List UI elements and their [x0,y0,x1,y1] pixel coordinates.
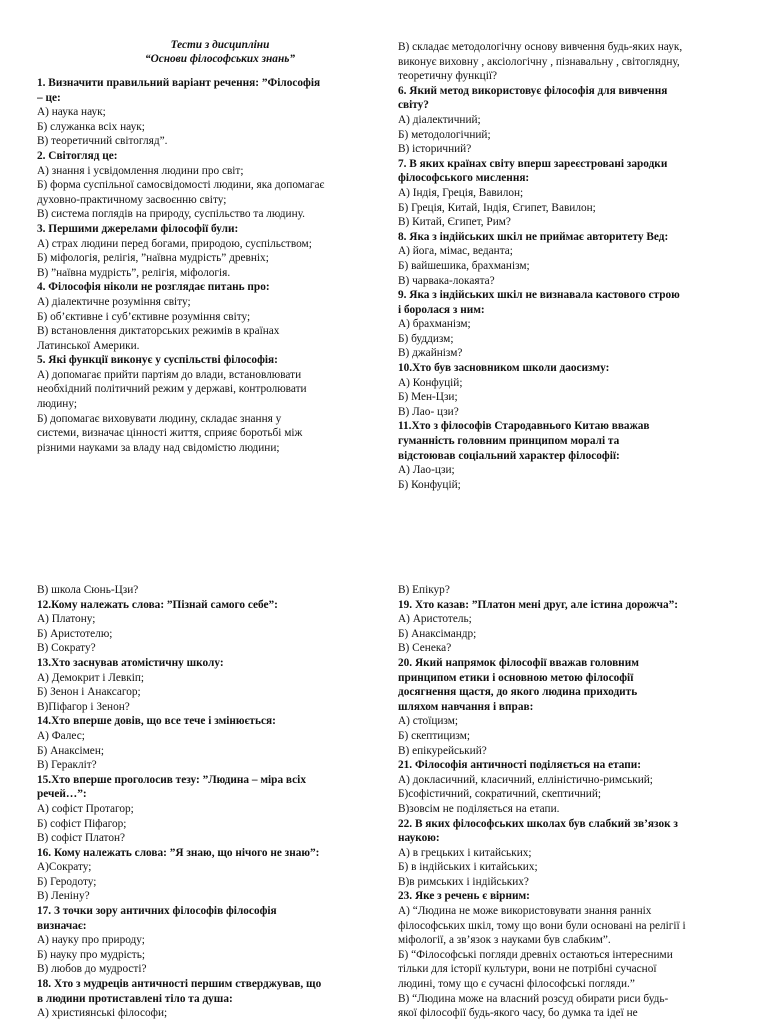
answer-option: А) Аристотель; [398,613,472,626]
answer-option: А) науку про природу; [37,934,145,947]
lines-bottom-right [398,583,741,1021]
question-text-line: речей…”: [37,788,87,801]
question-text-line: 8. Яка з індійських шкіл не приймає авторитету Вед: [398,230,669,243]
question-heading [398,419,741,463]
question-heading [37,280,375,295]
answer-option: В) Епікур? [398,584,450,596]
title-line-2: “Основи філософських знань” [144,53,296,65]
answer-option: Б) допомагає виховувати людину, складає знання у [37,412,282,425]
answer-option: В) теоретичний світогляд”. [37,135,168,148]
question-text-line: 20. Який напрямок філософії вважав головним [398,656,639,669]
answer-option: В) джайнізм? [398,347,463,360]
question-text-line: визначає: [37,919,87,932]
answer-option: А) софіст Протагор; [37,802,134,815]
answer-option: В) Китай, Єгипет, Рим? [398,216,511,229]
answer-option: людину; [37,398,77,411]
answer-option: В)Піфагор і Зенон? [37,700,130,713]
column-top-right [398,40,741,492]
answer-option: Б) об’єктивне і суб’єктивне розуміння світу; [37,310,251,323]
answer-option: Б) форма суспільної самосвідомості людини, яка допомагає [37,179,325,192]
answer-option: А) наука наук; [37,106,106,119]
question-text-line: в людини протиставлені тіло та душа: [37,992,233,1005]
question-text-line: досягнення щастя, до якого людина приходить [398,686,638,699]
answer-option: А) Платону; [37,613,96,626]
answer-option: А) Індія, Греція, Вавилон; [398,186,524,199]
question-heading [37,977,375,1006]
question-text-line: 14.Хто вперше довів, що все тече і змінюється: [37,715,276,728]
answer-option: В) “Людина може на власний розсуд обирати риси будь- [398,992,669,1005]
answer-option: Б)софістичний, сократичний, скептичний; [398,788,602,801]
question-heading [37,846,375,861]
answer-option: В) Сократу? [37,642,96,655]
question-heading [398,361,741,376]
question-text-line: відстоював соціальний характер філософії: [398,449,620,462]
question-heading [37,353,375,368]
question-text-line: 17. З точки зору античних філософів філософія [37,905,277,918]
question-heading [398,157,741,186]
question-text-line: 3. Першими джерелами філософії були: [37,222,239,235]
answer-option: Латинської Америки. [37,339,140,352]
question-heading [37,656,375,671]
answer-option: Б) науку про мудрість; [37,948,146,961]
answer-option: духовно-практичному засвоєнню світу; [37,193,227,206]
lines-top-right [398,40,741,492]
answer-option: В) Геракліт? [37,759,97,772]
answer-option: В) любов до мудрості? [37,963,147,976]
question-text-line: 13.Хто заснував атомістичну школу: [37,656,224,669]
answer-option: В) встановлення диктаторських режимів в країнах [37,325,280,338]
question-text-line: 11.Хто з філософів Стародавнього Китаю вважав [398,420,650,433]
title-line-1: Тести з дисципліни [170,39,270,51]
answer-option: В) історичний? [398,143,472,156]
answer-option: Б) Геродоту; [37,875,97,888]
question-heading [398,656,741,714]
answer-option: В)в римських і індійських? [398,875,529,888]
question-text-line: 21. Філософія античності поділяється на етапи: [398,759,642,772]
answer-option: Б) софіст Піфагор; [37,817,127,830]
question-heading [398,889,741,904]
question-text-line: 16. Кому належать слова: ”Я знаю, що нічого не знаю”: [37,846,320,859]
answer-option: Б) Греція, Китай, Індія, Єгипет, Вавилон; [398,201,596,214]
question-text-line: – це: [37,91,61,104]
answer-option: якої філософії будь-якого часу, бо думка та ідеї не [398,1007,638,1020]
answer-option: В) складає методологічну основу вивчення будь-яких наук, [398,41,683,53]
answer-option: А) допомагає прийти партіям до влади, встановлювати [37,368,302,381]
answer-option: необхідний політичний режим у державі, контролювати [37,383,307,396]
column-bottom-right [398,583,741,1021]
answer-option: А)Сократу; [37,861,92,874]
document-title [37,38,375,66]
question-text-line: гуманність головним принципом моралі та [398,435,620,448]
question-text-line: 10.Хто був засновником школи даосизму: [398,362,610,375]
answer-option: А) брахманізм; [398,318,471,331]
answer-option: В) система поглядів на природу, суспільство та людину. [37,208,305,221]
answer-option: людині, тому що є сучасні філософські погляди.” [398,978,635,991]
answer-option: А) “Людина не може використовувати знання ранніх [398,905,652,918]
question-heading [398,230,741,245]
question-text-line: філософського мислення: [398,172,530,185]
answer-option: Б) Аристотелю; [37,627,113,640]
answer-option: тільки для історії культури, вони не потрібні сучасної [398,963,657,976]
answer-option: Б) скептицизм; [398,729,471,742]
answer-option: В) Сенека? [398,642,452,655]
answer-option: Б) Зенон і Анаксагор; [37,686,141,699]
column-bottom-left [37,583,375,1021]
answer-option: А) стоїцизм; [398,715,459,728]
answer-option: А) діалектичне розуміння світу; [37,295,191,308]
question-text-line: 9. Яка з індійських шкіл не визнавала кастового строю [398,289,680,302]
answer-option: В) школа Сюнь-Цзи? [37,584,139,596]
answer-option: міфології, а зв’язок з науками був слабким”. [398,934,611,947]
answer-option: А) знання і усвідомлення людини про світ; [37,164,244,177]
question-text-line: 12.Кому належать слова: ”Пізнай самого себе”: [37,598,278,611]
answer-option: різними науками за владу над свідомістю людини; [37,441,280,454]
question-heading [37,598,375,613]
question-text-line: наукою: [398,832,440,845]
answer-option: В) софіст Платон? [37,832,126,845]
answer-option: Б) Мен-Цзи; [398,391,458,404]
question-text-line: шляхом навчання і вправ: [398,700,534,713]
answer-option: Б) міфологія, релігія, ”наївна мудрість” древніх; [37,252,269,265]
answer-option: А) Фалес; [37,729,85,742]
answer-option: А) Демокрит і Левкіп; [37,671,145,684]
answer-option: А) Лао-цзи; [398,464,455,477]
question-text-line: 15.Хто вперше проголосив тезу: ”Людина – міра всіх [37,773,306,786]
lines-top-left [37,76,375,455]
question-text-line: принципом етики і основною метою філософії [398,671,634,684]
answer-option: Б) Конфуцій; [398,478,461,491]
question-text-line: 19. Хто казав: ”Платон мені друг, але істина дорожча”: [398,598,678,611]
question-text-line: 22. В яких філософських школах був слабкий зв’язок з [398,817,678,830]
answer-option: Б) “Філософські погляди древніх остаються інтересними [398,948,673,961]
question-heading [37,222,375,237]
answer-option: А) діалектичний; [398,113,481,126]
answer-option: Б) вайшешика, брахманізм; [398,259,530,272]
answer-option: А) йога, мімас, веданта; [398,245,513,258]
question-heading [398,84,741,113]
answer-option: Б) Анаксімандр; [398,627,477,640]
question-heading [398,288,741,317]
answer-option: виконує виховну , аксіологічну , пізнавальну , світоглядну, [398,55,680,68]
lines-bottom-left [37,583,375,1021]
question-heading [37,714,375,729]
answer-option: системи, визначає цінності життя, сприяє боротьбі між [37,427,303,440]
question-text-line: і боролася з ним: [398,303,485,316]
question-heading [37,773,375,802]
question-text-line: 1. Визначити правильний варіант речення: ”Філософія [37,77,321,89]
answer-option: А) докласичний, класичний, елліністично-римський; [398,773,653,786]
question-text-line: 6. Який метод використовує філософія для вивчення [398,84,668,97]
question-heading [37,149,375,164]
answer-option: Б) в індійських і китайських; [398,861,538,874]
answer-option: В) ”наївна мудрість”, релігія, міфологія. [37,266,231,279]
answer-option: теоретичну функції? [398,70,498,83]
answer-option: В) чарвака-локаята? [398,274,495,287]
column-top-left [37,38,375,455]
question-heading [37,76,375,105]
answer-option: В) Леніну? [37,890,90,903]
answer-option: А) в грецьких і китайських; [398,846,532,859]
question-heading [398,758,741,773]
answer-option: А) страх людини перед богами, природою, суспільством; [37,237,312,250]
question-text-line: 5. Які функції виконує у суспільстві філософія: [37,354,278,367]
answer-option: В)зовсім не поділяється на етапи. [398,802,560,815]
answer-option: А) Конфуцій; [398,376,463,389]
answer-option: В) Лао- цзи? [398,405,459,418]
question-heading [398,817,741,846]
answer-option: філософських шкіл, тому що вони були основані на релігії і [398,919,686,932]
question-text-line: 23. Яке з речень є вірним: [398,890,530,903]
answer-option: Б) методологічний; [398,128,491,141]
question-text-line: 4. Філософія ніколи не розглядає питань про: [37,281,270,294]
answer-option: А) християнські філософи; [37,1007,168,1020]
question-text-line: 7. В яких країнах світу вперш зареєстровані зародки [398,157,668,170]
question-text-line: світу? [398,99,429,112]
question-heading [398,598,741,613]
question-text-line: 2. Світогляд це: [37,149,118,162]
question-heading [37,904,375,933]
answer-option: Б) Анаксімен; [37,744,104,757]
answer-option: Б) служанка всіх наук; [37,120,145,133]
question-text-line: 18. Хто з мудреців античності першим стверджував, що [37,978,322,991]
answer-option: Б) буддизм; [398,332,454,345]
answer-option: В) епікурейський? [398,744,487,757]
